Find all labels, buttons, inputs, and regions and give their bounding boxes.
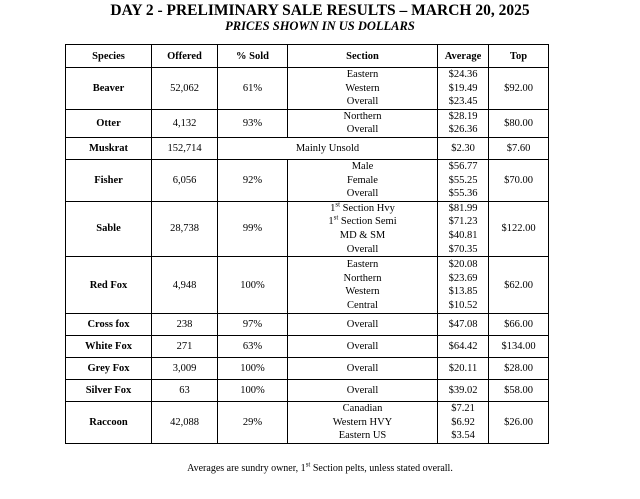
average-cell: $64.42 — [438, 336, 489, 358]
section-cell — [288, 109, 438, 137]
offered-cell: 4,132 — [152, 109, 218, 137]
average-cell: $47.08 — [438, 314, 489, 336]
section-item: Male — [351, 160, 374, 172]
average-item: $55.25 — [448, 174, 478, 186]
top-cell: $122.00 — [489, 201, 549, 256]
average-cell — [438, 68, 489, 110]
species-cell: Raccoon — [66, 402, 152, 444]
species-cell: White Fox — [66, 336, 152, 358]
average-cell — [438, 402, 489, 444]
offered-cell: 271 — [152, 336, 218, 358]
average-cell: $39.02 — [438, 380, 489, 402]
species-cell: Fisher — [66, 159, 152, 201]
species-cell: Beaver — [66, 68, 152, 110]
section-cell — [288, 257, 438, 314]
average-cell — [438, 109, 489, 137]
species-cell: Silver Fox — [66, 380, 152, 402]
table-row — [66, 137, 549, 159]
header-sold: % Sold — [218, 45, 288, 68]
top-cell: $92.00 — [489, 68, 549, 110]
page-title: DAY 2 - PRELIMINARY SALE RESULTS – MARCH 20, 2025 — [110, 2, 530, 19]
section-item: Overall — [346, 96, 379, 108]
results-table — [65, 44, 549, 444]
average-item: $24.36 — [448, 69, 478, 80]
top-cell: $28.00 — [489, 358, 549, 380]
average-item: $70.35 — [448, 243, 478, 255]
table-row — [66, 380, 549, 402]
section-cell — [288, 201, 438, 256]
top-cell: $134.00 — [489, 336, 549, 358]
header-top: Top — [489, 45, 549, 68]
offered-cell: 52,062 — [152, 68, 218, 110]
average-item: $23.69 — [448, 272, 478, 284]
average-item: $55.36 — [448, 188, 478, 200]
section-cell: Overall — [288, 358, 438, 380]
section-item: Canadian — [342, 403, 383, 415]
sold-cell: 99% — [218, 201, 288, 256]
section-item: Northern — [343, 110, 382, 122]
top-cell: $62.00 — [489, 257, 549, 314]
page-subtitle: PRICES SHOWN IN US DOLLARS — [225, 19, 415, 33]
section-item: Female — [347, 174, 378, 186]
average-cell — [438, 201, 489, 256]
sold-cell: 97% — [218, 314, 288, 336]
offered-cell: 238 — [152, 314, 218, 336]
section-cell: Overall — [288, 314, 438, 336]
sold-cell: 93% — [218, 109, 288, 137]
table-row — [66, 358, 549, 380]
offered-cell: 3,009 — [152, 358, 218, 380]
species-cell: Red Fox — [66, 257, 152, 314]
table-row — [66, 336, 549, 358]
section-item: Overall — [346, 124, 379, 136]
section-item: Eastern — [346, 69, 379, 80]
sold-cell: 100% — [218, 380, 288, 402]
header-section: Section — [288, 45, 438, 68]
section-item: Central — [347, 299, 378, 311]
sold-section-merged-cell: Mainly Unsold — [218, 137, 438, 159]
average-item: $56.77 — [448, 160, 478, 172]
average-item: $13.85 — [448, 286, 478, 298]
average-item: $7.21 — [451, 403, 475, 415]
average-item: $40.81 — [448, 229, 478, 241]
top-cell: $7.60 — [489, 137, 549, 159]
section-item: Western HVY — [332, 416, 393, 428]
header-offered: Offered — [152, 45, 218, 68]
top-cell: $66.00 — [489, 314, 549, 336]
section-item: Overall — [346, 243, 379, 255]
section-item: Eastern US — [338, 430, 387, 442]
top-cell: $70.00 — [489, 159, 549, 201]
offered-cell: 28,738 — [152, 201, 218, 256]
offered-cell: 152,714 — [152, 137, 218, 159]
sold-cell: 100% — [218, 257, 288, 314]
section-item: 1st Section Hvy — [330, 200, 395, 214]
average-item: $10.52 — [448, 299, 478, 311]
average-item: $6.92 — [451, 416, 475, 428]
table-row — [66, 201, 549, 256]
section-item: Overall — [346, 188, 379, 200]
species-cell: Grey Fox — [66, 358, 152, 380]
section-item: 1st Section Semi — [328, 213, 397, 228]
footnote: Averages are sundry owner, 1st Section pelts, unless stated overall. — [187, 460, 453, 474]
average-cell — [438, 257, 489, 314]
section-item: Northern — [343, 272, 382, 284]
average-item: $19.49 — [448, 82, 478, 94]
species-cell: Otter — [66, 109, 152, 137]
offered-cell: 42,088 — [152, 402, 218, 444]
section-item: MD & SM — [339, 229, 386, 241]
top-cell: $80.00 — [489, 109, 549, 137]
table-row — [66, 68, 549, 110]
average-cell: $20.11 — [438, 358, 489, 380]
average-item: $26.36 — [448, 124, 478, 136]
top-cell: $58.00 — [489, 380, 549, 402]
table-row — [66, 257, 549, 314]
section-cell — [288, 68, 438, 110]
species-cell: Cross fox — [66, 314, 152, 336]
table-row — [66, 109, 549, 137]
section-cell: Overall — [288, 380, 438, 402]
average-item: $3.54 — [451, 430, 475, 442]
offered-cell: 4,948 — [152, 257, 218, 314]
section-item: Eastern — [346, 258, 379, 270]
section-item: Western — [345, 82, 380, 94]
table-header-row — [66, 45, 549, 68]
sold-cell: 92% — [218, 159, 288, 201]
species-cell: Muskrat — [66, 137, 152, 159]
sold-cell: 100% — [218, 358, 288, 380]
sold-cell: 61% — [218, 68, 288, 110]
sold-cell: 63% — [218, 336, 288, 358]
table-row — [66, 159, 549, 201]
species-cell: Sable — [66, 201, 152, 256]
table-row — [66, 402, 549, 444]
offered-cell: 63 — [152, 380, 218, 402]
average-item: $71.23 — [448, 216, 478, 228]
average-item: $81.99 — [448, 202, 478, 214]
section-cell — [288, 159, 438, 201]
average-item: $20.08 — [448, 258, 478, 270]
offered-cell: 6,056 — [152, 159, 218, 201]
average-cell: $2.30 — [438, 137, 489, 159]
top-cell: $26.00 — [489, 402, 549, 444]
header-average: Average — [438, 45, 489, 68]
section-cell — [288, 402, 438, 444]
average-item: $28.19 — [448, 110, 478, 122]
sold-cell: 29% — [218, 402, 288, 444]
header-species: Species — [66, 45, 152, 68]
table-row — [66, 314, 549, 336]
section-cell: Overall — [288, 336, 438, 358]
average-item: $23.45 — [448, 96, 478, 108]
average-cell — [438, 159, 489, 201]
section-item: Western — [345, 286, 380, 298]
